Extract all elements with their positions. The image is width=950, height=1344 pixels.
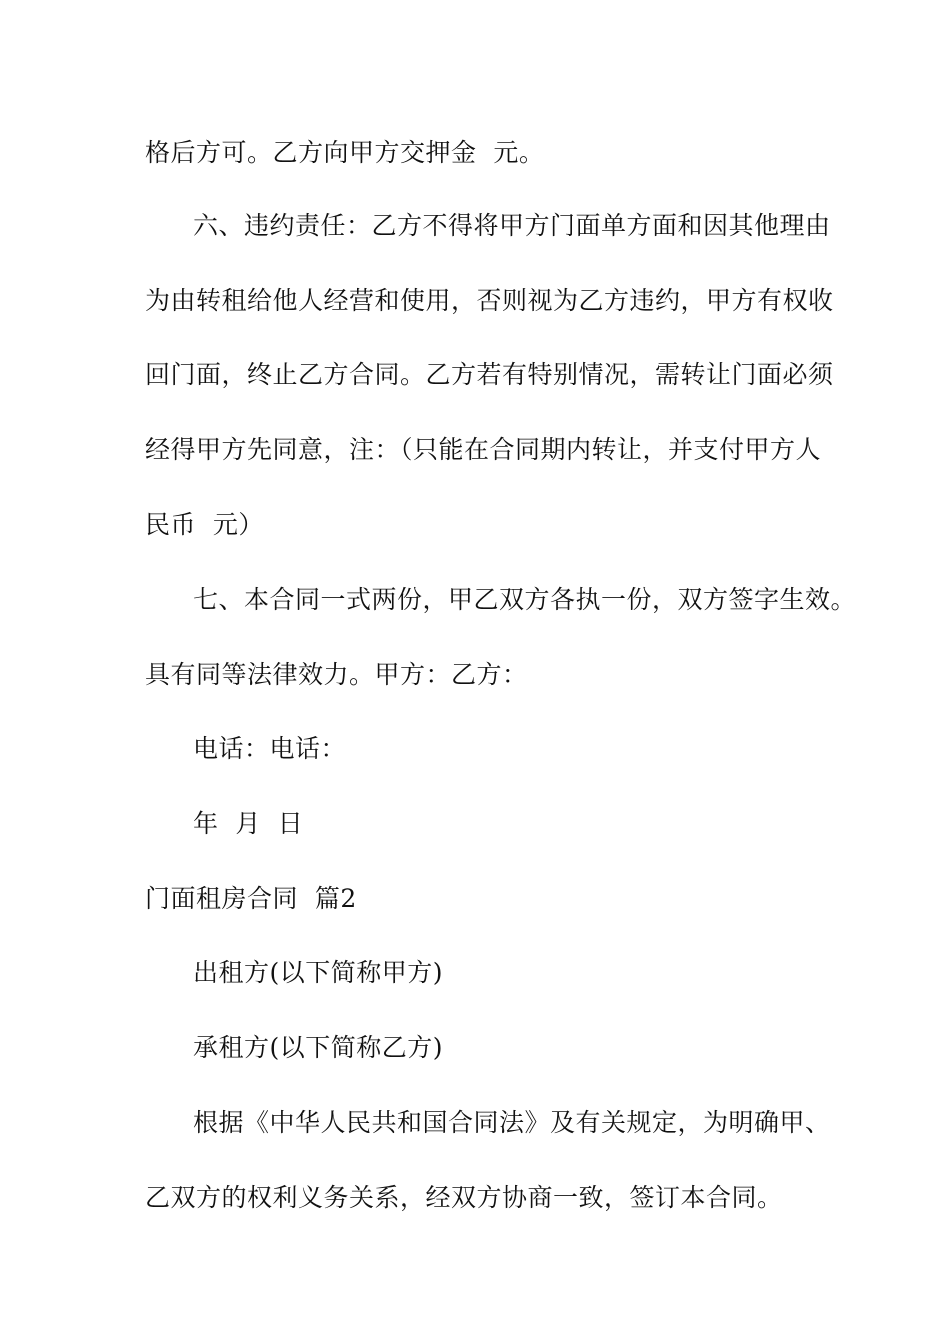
text-line: 出租方(以下简称甲方) bbox=[193, 958, 444, 987]
text-line: 根据《中华人民共和国合同法》及有关规定，为明确甲、 bbox=[193, 1108, 831, 1137]
text-line: 六、违约责任：乙方不得将甲方门面单方面和因其他理由 bbox=[193, 211, 831, 240]
text-line: 七、本合同一式两份，甲乙双方各执一份，双方签字生效。 bbox=[193, 585, 857, 614]
text-line: 承租方(以下简称乙方) bbox=[193, 1033, 444, 1062]
text-line: 电话：电话： bbox=[193, 734, 347, 763]
text-line: 民币 元） bbox=[145, 510, 264, 539]
text-line: 格后方可。乙方向甲方交押金 元。 bbox=[145, 138, 545, 167]
text-line: 乙双方的权利义务关系，经双方协商一致，签订本合同。 bbox=[145, 1183, 783, 1212]
date-line: 年 月 日 bbox=[193, 809, 304, 838]
text-line: 回门面，终止乙方合同。乙方若有特别情况，需转让门面必须 bbox=[145, 360, 834, 389]
section-title: 门面租房合同 篇2 bbox=[145, 884, 357, 913]
text-line: 具有同等法律效力。甲方：乙方： bbox=[145, 660, 528, 689]
text-line: 经得甲方先同意，注：（只能在合同期内转让，并支付甲方人 bbox=[145, 435, 822, 464]
text-line: 为由转租给他人经营和使用，否则视为乙方违约，甲方有权收 bbox=[145, 286, 834, 315]
